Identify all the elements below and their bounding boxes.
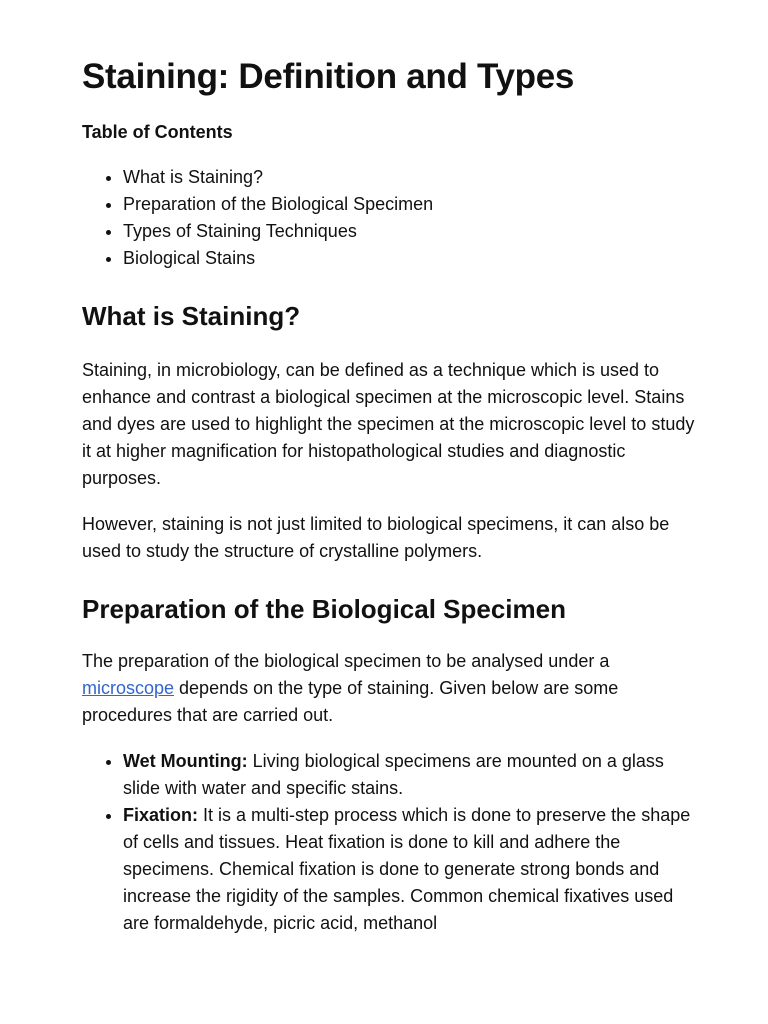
paragraph-crystalline: However, staining is not just limited to biological specimens, it can also be used to study the structure of crystalline polymers. — [82, 514, 670, 561]
desc-wet-mounting: Living biological specimens are mounted on a glass slide with water and specific stains. — [123, 751, 664, 798]
section-heading-what-is-staining: What is Staining? — [82, 301, 301, 331]
toc-item-what-is-staining[interactable]: • What is Staining? — [123, 164, 696, 191]
paragraph-preparation-intro — [82, 648, 696, 729]
list-item-wet-mounting — [123, 748, 696, 802]
intro-text-before: The preparation of the biological specimen to be analysed under a — [82, 651, 610, 671]
microscope-link[interactable]: microscope — [82, 678, 175, 698]
page-title: Staining: Definition and Types — [82, 57, 575, 96]
toc-item-biological-stains[interactable]: • Biological Stains — [123, 245, 696, 272]
procedures-list — [82, 748, 696, 937]
paragraph-definition: Staining, in microbiology, can be defined as a technique which is used to enhance and contrast a biological specimen at the microscopic level. Stains and dyes are used to highlight the specimen at the microscopic level to study it at higher magnification for histopathological studies and diagnostic purposes. — [82, 360, 695, 488]
term-fixation: Fixation: — [123, 805, 198, 825]
desc-fixation: It is a multi-step process which is done to preserve the shape of cells and tissues. Heat fixation is done to kill and adhere the specimens. Chemical fixation is done to generate strong bonds and increase the rigidity of the samples. Common chemical fixatives used are formaldehyde, picric acid, methanol — [123, 805, 691, 933]
toc-heading: Table of Contents — [82, 122, 233, 142]
list-item-fixation — [123, 802, 696, 937]
toc-item-preparation[interactable]: • Preparation of the Biological Specimen — [123, 191, 696, 218]
toc-item-types[interactable]: • Types of Staining Techniques — [123, 218, 696, 245]
term-wet-mounting: Wet Mounting: — [123, 751, 248, 771]
section-heading-preparation: Preparation of the Biological Specimen — [82, 594, 566, 624]
intro-text-after: depends on the type of staining. Given below are some procedures that are carried out. — [82, 678, 619, 725]
table-of-contents — [82, 164, 696, 272]
